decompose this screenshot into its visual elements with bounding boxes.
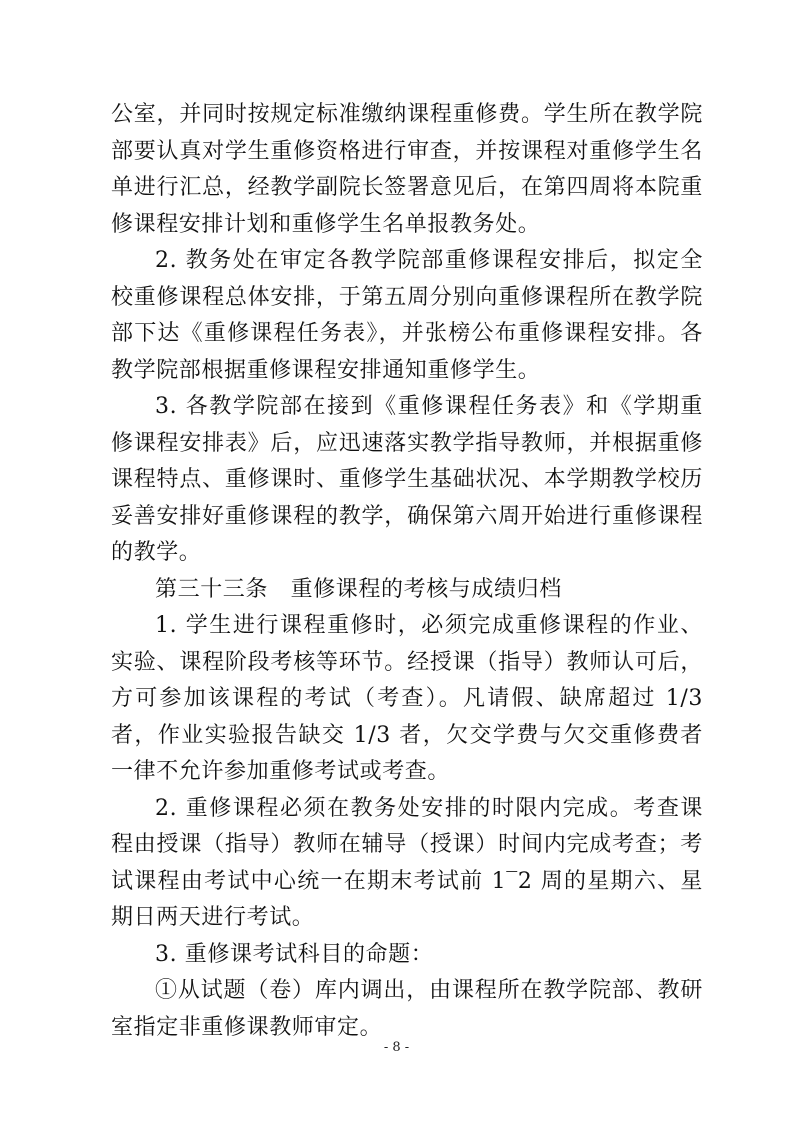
article-heading: 第三十三条 重修课程的考核与成绩归档	[155, 576, 562, 602]
paragraph-4: 1. 学生进行课程重修时，必须完成重修课程的作业、实验、课程阶段考核等环节。经授课（指导）教师认可后，方可参加该课程的考试（考查）。凡请假、缺席超过 1/3 者，作业实验报告缺交 1/3 者，欠交学费与欠交重修费者一律不允许参加重修考试或考查。	[111, 613, 703, 784]
body-text	[111, 97, 703, 1046]
paragraph-1: 公室，并同时按规定标准缴纳课程重修费。学生所在教学院部要认真对学生重修资格进行审查，并按课程对重修学生名单进行汇总，经教学副院长签署意见后，在第四周将本院重修课程安排计划和重修学生名单报教务处。	[111, 102, 703, 237]
page-number: - 8 -	[383, 1040, 410, 1055]
paragraph-6: 3. 重修课考试科目的命题：	[155, 941, 434, 967]
paragraph-2: 2. 教务处在审定各教学院部重修课程安排后，拟定全校重修课程总体安排，于第五周分别向重修课程所在教学院部下达《重修课程任务表》，并张榜公布重修课程安排。各教学院部根据重修课程安排通知重修学生。	[111, 248, 703, 383]
paragraph-7: ①从试题（卷）库内调出，由课程所在教学院部、教研室指定非重修课教师审定。	[111, 978, 703, 1040]
paragraph-3: 3. 各教学院部在接到《重修课程任务表》和《学期重修课程安排表》后，应迅速落实教学指导教师，并根据重修课程特点、重修课时、重修学生基础状况、本学期教学校历妥善安排好重修课程的教学，确保第六周开始进行重修课程的教学。	[111, 394, 703, 565]
paragraph-5: 2. 重修课程必须在教务处安排的时限内完成。考查课程由授课（指导）教师在辅导（授课）时间内完成考查；考试课程由考试中心统一在期末考试前 1‾2 周的星期六、星期日两天进行考试。	[111, 795, 703, 930]
